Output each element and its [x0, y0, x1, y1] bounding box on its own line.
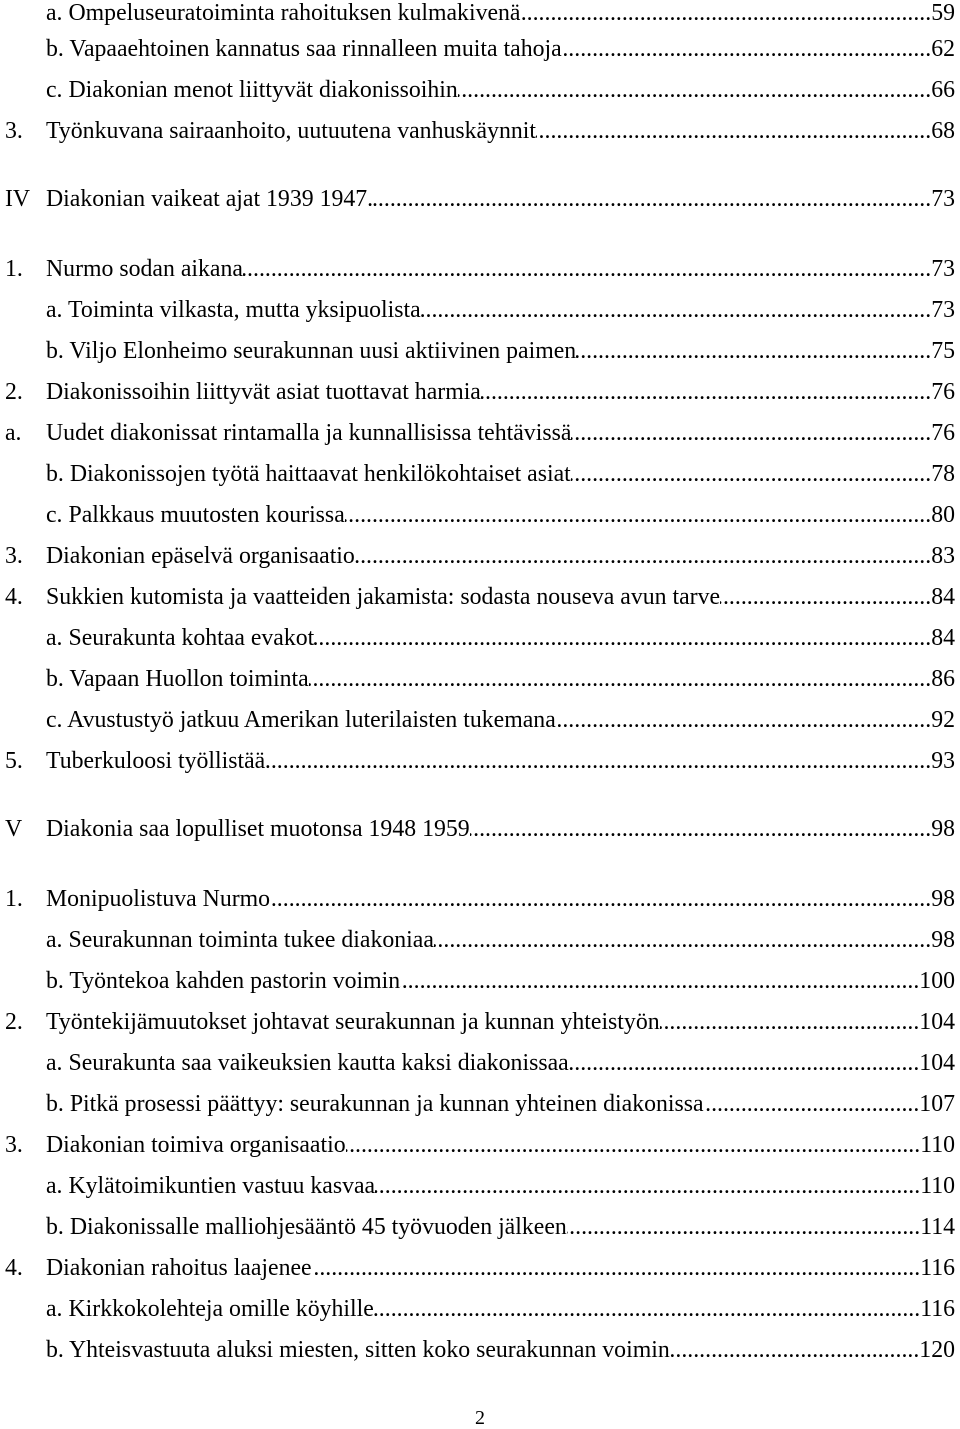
toc-chapter-entry [5, 809, 955, 850]
dot-leader [373, 179, 931, 220]
dot-leader [576, 331, 931, 372]
toc-entry [5, 700, 955, 741]
entry-title-group [46, 290, 421, 331]
entry-title: Diakonian epäselvä organisaatio [46, 543, 355, 569]
entry-page-number: 120 [919, 1337, 955, 1363]
entry-title: Työntekijämuutokset johtavat seurakunnan ja kunnan yhteistyön [46, 1009, 660, 1035]
entry-page-number: 76 [931, 420, 955, 446]
entry-title-group [46, 1289, 374, 1330]
entry-title: Tuberkuloosi työllistää [46, 748, 266, 774]
entry-number: 3. [5, 1132, 23, 1158]
entry-title-group [46, 700, 556, 741]
entry-number: a. [46, 297, 63, 323]
toc-entry [5, 495, 955, 536]
entry-page-number: 104 [919, 1050, 955, 1076]
entry-page-number: 114 [920, 1214, 955, 1240]
entry-title-group [46, 1043, 569, 1084]
toc-entry [5, 29, 955, 70]
entry-number: a. [46, 1173, 63, 1199]
toc-entry [5, 111, 955, 152]
entry-page-number: 68 [931, 118, 955, 144]
page-number: 2 [475, 1407, 485, 1429]
entry-number: b. [46, 36, 64, 62]
entry-title: Pitkä prosessi päättyy: seurakunnan ja kunnan yhteinen diakonissa [69, 1091, 704, 1117]
entry-number: c. [46, 77, 63, 103]
entry-title-group [46, 495, 345, 536]
entry-page-number: 66 [931, 77, 955, 103]
entry-title-group [46, 1330, 670, 1371]
entry-title: Viljo Elonheimo seurakunnan uusi aktiivinen paimen [69, 338, 577, 364]
toc-entry [5, 1002, 955, 1043]
entry-title: Diakonian rahoitus laajenee [46, 1255, 312, 1281]
entry-title: Sukkien kutomista ja vaatteiden jakamista: sodasta nouseva avun tarve [46, 584, 721, 610]
entry-number: a. [5, 420, 22, 446]
entry-page-number: 116 [920, 1296, 955, 1322]
toc-entry [5, 536, 955, 577]
entry-title: Palkkaus muutosten kourissa [68, 502, 345, 528]
entry-title-group [46, 961, 400, 1002]
dot-leader [562, 29, 932, 70]
dot-leader [243, 249, 931, 290]
entry-number: b. [46, 968, 64, 994]
entry-page-number: 98 [931, 886, 955, 912]
toc-entry [5, 1207, 955, 1248]
entry-page-number: 100 [919, 968, 955, 994]
toc-entry [5, 618, 955, 659]
entry-page-number: 73 [931, 297, 955, 323]
entry-page-number: 110 [920, 1132, 955, 1158]
dot-leader [270, 879, 931, 920]
dot-leader [265, 741, 931, 782]
dot-leader [481, 372, 931, 413]
entry-title: Uudet diakonissat rintamalla ja kunnallisissa tehtävissä [46, 420, 572, 446]
entry-title: Yhteisvastuuta aluksi miesten, sitten koko seurakunnan voimin [68, 1337, 670, 1363]
dot-leader [312, 1248, 921, 1289]
entry-number: a. [46, 625, 63, 651]
entry-number: 3. [5, 118, 23, 144]
chapter-title: Diakonian vaikeat ajat 1939 1947. [46, 186, 374, 212]
entry-title: Diakonian menot liittyvät diakonissoihin [68, 77, 458, 103]
table-of-contents [5, 0, 955, 1371]
dot-leader [470, 809, 932, 850]
toc-entry [5, 577, 955, 618]
entry-number: c. [46, 502, 63, 528]
toc-entry [5, 1248, 955, 1289]
entry-page-number: 104 [919, 1009, 955, 1035]
entry-page-number: 116 [920, 1255, 955, 1281]
entry-title-group [46, 659, 309, 700]
entry-number: a. [46, 1050, 63, 1076]
entry-page-number: 73 [931, 186, 955, 212]
entry-title: Seurakunnan toiminta tukee diakoniaa [68, 927, 434, 953]
entry-title: Työntekoa kahden pastorin voimin [69, 968, 401, 994]
chapter-number: V [5, 816, 23, 842]
entry-title-group [46, 1166, 375, 1207]
entry-number: b. [46, 666, 64, 692]
entry-number: a. [46, 0, 63, 26]
entry-number: 1. [5, 886, 23, 912]
dot-leader [374, 1289, 920, 1330]
dot-leader [375, 1166, 920, 1207]
toc-entry [5, 741, 955, 782]
dot-leader [355, 536, 931, 577]
toc-entry [5, 70, 955, 111]
dot-leader [346, 1125, 921, 1166]
dot-leader [536, 111, 931, 152]
toc-entry [5, 454, 955, 495]
dot-leader [569, 1043, 920, 1084]
entry-number: c. [46, 707, 63, 733]
entry-page-number: 73 [931, 256, 955, 282]
toc-entry [5, 413, 955, 454]
entry-title: Työnkuvana sairaanhoito, uutuutena vanhuskäynnit [46, 118, 537, 144]
entry-page-number: 83 [931, 543, 955, 569]
entry-number: b. [46, 1214, 64, 1240]
entry-title: Avustustyö jatkuu Amerikan luterilaisten tukemana [67, 707, 556, 733]
entry-page-number: 75 [931, 338, 955, 364]
entry-number: b. [46, 461, 64, 487]
entry-title-group [46, 331, 576, 372]
toc-entry [5, 961, 955, 1002]
toc-chapter-entry [5, 179, 955, 220]
entry-title-group [46, 920, 434, 961]
dot-leader [571, 454, 931, 495]
toc-entry [5, 372, 955, 413]
dot-leader [704, 1084, 920, 1125]
entry-number: 2. [5, 1009, 23, 1035]
toc-entry [5, 290, 955, 331]
entry-page-number: 98 [931, 927, 955, 953]
entry-title: Vapaan Huollon toiminta [69, 666, 309, 692]
entry-number: b. [46, 1337, 64, 1363]
toc-entry [5, 1084, 955, 1125]
entry-page-number: 110 [920, 1173, 955, 1199]
toc-entry [5, 331, 955, 372]
entry-page-number: 80 [931, 502, 955, 528]
toc-entry [5, 249, 955, 290]
entry-number: a. [46, 927, 63, 953]
entry-number: a. [46, 1296, 63, 1322]
entry-title: Vapaaehtoinen kannatus saa rinnalleen muita tahoja [69, 36, 562, 62]
entry-title: Kylätoimikuntien vastuu kasvaa [68, 1173, 376, 1199]
toc-entry [5, 920, 955, 961]
entry-number: b. [46, 1091, 64, 1117]
dot-leader [314, 618, 931, 659]
entry-title: Seurakunta kohtaa evakot [68, 625, 315, 651]
toc-entry [5, 1330, 955, 1371]
chapter-number: IV [5, 186, 31, 212]
entry-page-number: 59 [931, 0, 955, 26]
entry-page-number: 78 [931, 461, 955, 487]
dot-leader [567, 1207, 920, 1248]
entry-title: Diakonian toimiva organisaatio [46, 1132, 346, 1158]
entry-title: Diakonissojen työtä haittaavat henkilökohtaiset asiat [69, 461, 571, 487]
dot-leader [309, 659, 932, 700]
entry-number: 4. [5, 1255, 23, 1281]
dot-leader [421, 290, 932, 331]
toc-entry [5, 879, 955, 920]
entry-page-number: 107 [919, 1091, 955, 1117]
dot-leader [400, 961, 919, 1002]
entry-page-number: 84 [931, 625, 955, 651]
entry-title: Toiminta vilkasta, mutta yksipuolista [68, 297, 421, 323]
entry-title-group [46, 1084, 704, 1125]
entry-title-group [46, 618, 314, 659]
entry-page-number: 62 [931, 36, 955, 62]
dot-leader [571, 413, 931, 454]
dot-leader [556, 700, 931, 741]
entry-page-number: 93 [931, 748, 955, 774]
toc-entry [5, 1166, 955, 1207]
entry-page-number: 98 [931, 816, 955, 842]
entry-title: Ompeluseuratoiminta rahoituksen kulmakivenä [68, 0, 521, 26]
entry-page-number: 84 [931, 584, 955, 610]
entry-title: Diakonissalle malliohjesääntö 45 työvuoden jälkeen [69, 1214, 567, 1240]
entry-number: 2. [5, 379, 23, 405]
dot-leader [660, 1002, 920, 1043]
entry-title: Nurmo sodan aikana [46, 256, 243, 282]
entry-number: b. [46, 338, 64, 364]
entry-number: 1. [5, 256, 23, 282]
dot-leader [458, 70, 931, 111]
entry-number: 3. [5, 543, 23, 569]
toc-entry [5, 1125, 955, 1166]
entry-page-number: 86 [931, 666, 955, 692]
toc-entry [5, 659, 955, 700]
toc-entry [5, 1043, 955, 1084]
entry-page-number: 92 [931, 707, 955, 733]
entry-title-group [46, 454, 571, 495]
entry-title: Diakonissoihin liittyvät asiat tuottavat harmia [46, 379, 481, 405]
chapter-title: Diakonia saa lopulliset muotonsa 1948 1959 [46, 816, 470, 842]
entry-title-group [46, 1207, 567, 1248]
entry-title-group [46, 70, 458, 111]
entry-number: 4. [5, 584, 23, 610]
entry-page-number: 76 [931, 379, 955, 405]
dot-leader [345, 495, 931, 536]
entry-title: Monipuolistuva Nurmo [46, 886, 271, 912]
dot-leader [434, 920, 931, 961]
dot-leader [670, 1330, 920, 1371]
toc-entry [5, 1289, 955, 1330]
entry-title-group [46, 29, 562, 70]
dot-leader [720, 577, 931, 618]
entry-title: Kirkkokolehteja omille köyhille [68, 1296, 374, 1322]
entry-number: 5. [5, 748, 23, 774]
entry-title: Seurakunta saa vaikeuksien kautta kaksi diakonissaa [68, 1050, 569, 1076]
